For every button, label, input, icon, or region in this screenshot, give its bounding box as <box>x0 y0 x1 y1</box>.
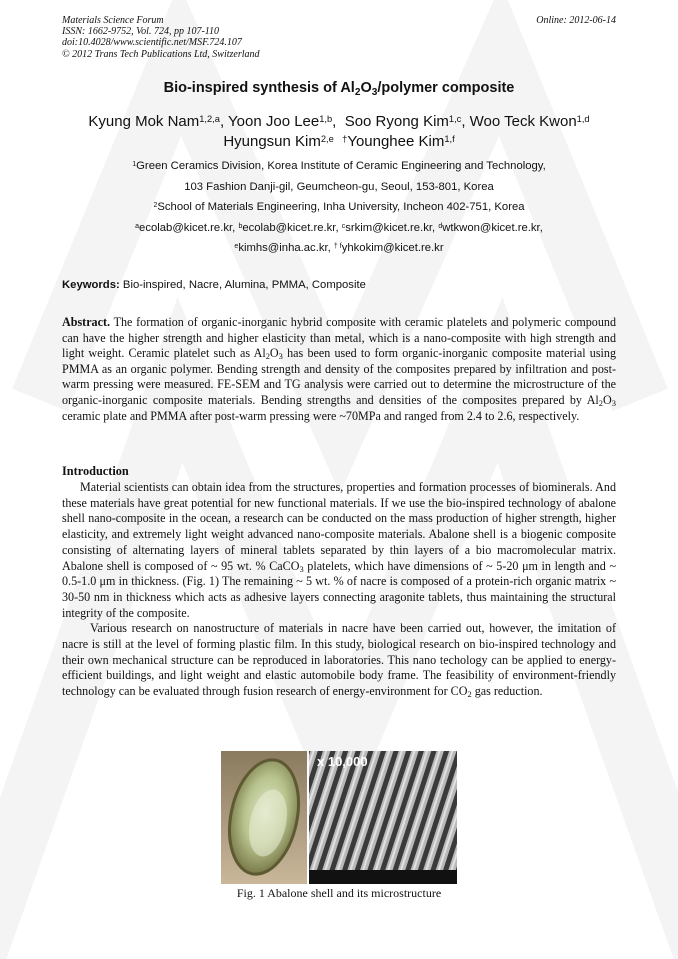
title-sub-2: 3 <box>371 86 378 98</box>
email-address[interactable]: kimhs@inha.ac.kr <box>238 242 328 254</box>
author-sup: 1,d <box>576 114 590 125</box>
author-sup: 1,c <box>448 114 462 125</box>
author-sep: , <box>461 113 470 130</box>
abstract-sub: 2 <box>598 398 604 409</box>
email-address[interactable]: ecolab@kicet.re.kr <box>242 221 336 234</box>
affiliation-sup: 2 <box>153 202 158 210</box>
title-text-3: /polymer composite <box>377 80 515 96</box>
author-name: Younghee Kim <box>347 133 445 150</box>
email-address[interactable]: wtkwon@kicet.re.kr <box>442 221 540 234</box>
intro-paragraph-1 <box>62 480 616 621</box>
title-sub-1: 2 <box>354 86 361 98</box>
intro-text: Material scientists can obtain idea from the structures, properties and formation processes of biominerals. And these materials have great potential for new functional materials. If we use the bio-inspired technology of abalone shell nano-composite in the ocean, a research can be conducted on the mass production of higher strength, higher elasticity, and extremely light weight advanced nano-composite materials. Abalone shell is a biogenic composite consisting of alternating layers of mineral tablets separated by thin layers of a bio macromolecular matrix. Abalone shell is composed of ~ 95 wt. % CaCO <box>62 480 616 573</box>
author-name: Soo Ryong Kim <box>344 113 449 130</box>
affiliation-text: School of Materials Engineering, Inha University, Incheon 402-751, Korea <box>157 201 525 213</box>
author-sup: 1,b <box>319 114 333 125</box>
author-list <box>58 112 620 152</box>
sem-micrograph <box>309 751 457 884</box>
email-sup: e <box>234 243 239 251</box>
author-sep: , <box>332 113 345 130</box>
journal-header <box>62 15 616 60</box>
keywords-text: Bio-inspired, Nacre, Alumina, PMMA, Composite <box>119 279 366 291</box>
sem-magnification-label: x 10,000 <box>317 754 368 769</box>
author-name: Woo Teck Kwon <box>469 113 577 130</box>
abstract-text-1: The formation of organic-inorganic hybrid composite with ceramic platelets and polymeric compound can have the higher strength and higher elasticity than metal, which is a nano-composite with high strength and light weight. Ceramic platelet such as Al <box>62 315 616 361</box>
author-sup: 2,e <box>320 134 334 145</box>
email-sup: d <box>438 222 443 230</box>
abstract-text-o: O <box>269 346 279 361</box>
author-sep: , <box>219 113 229 130</box>
intro-text: gas reduction. <box>471 684 543 699</box>
intro-text: Various research on nanostructure of materials in nacre have been carried out, however, the imitation of nacre is still at the level of forming plastic film. In this study, biological research on bio-inspired technology and their own mechanical structure can be reproduced in laboratories. This nano techology can be applied to energy-efficient buildings, and light weight and elastic automobile body frame. The feasibility of environment-friendly technology can be evaluated through fusion research of energy-environment for CO <box>62 621 616 699</box>
email-sup: † f <box>333 243 342 251</box>
figure-caption: Fig. 1 Abalone shell and its microstructure <box>236 886 442 900</box>
online-date: Online: 2012-06-14 <box>536 15 616 26</box>
affiliation-sup: 1 <box>132 161 137 169</box>
abstract-sub: 3 <box>611 398 616 409</box>
email-sup: b <box>238 222 243 230</box>
copyright-line: © 2012 Trans Tech Publications Ltd, Switzerland <box>62 48 260 60</box>
affiliation-2 <box>62 197 616 218</box>
author-sup: 1,2,a <box>199 114 220 125</box>
abstract-sub: 3 <box>278 351 283 362</box>
author-sep <box>334 133 342 150</box>
intro-sub: 2 <box>467 689 472 700</box>
affiliations <box>62 156 616 259</box>
figure-1 <box>221 751 457 884</box>
email-address[interactable]: srkim@kicet.re.kr <box>345 221 433 234</box>
abstract <box>62 315 616 424</box>
abstract-text-o: O <box>603 392 612 407</box>
affiliation-1-line-1 <box>62 156 616 177</box>
introduction-body <box>62 480 616 700</box>
author-name: Yoon Joo Lee <box>228 113 320 130</box>
abstract-sub: 2 <box>265 351 270 362</box>
email-address[interactable]: yhkokim@kicet.re.kr <box>341 242 444 254</box>
introduction-heading: Introduction <box>62 464 129 478</box>
issn-line: ISSN: 1662-9752, Vol. 724, pp 107-110 <box>62 26 220 38</box>
affiliation-text: Green Ceramics Division, Korea Institute of Ceramic Engineering and Technology, <box>136 160 546 172</box>
keywords <box>62 279 616 291</box>
intro-sub: 3 <box>299 563 304 574</box>
email-sup: a <box>135 222 140 230</box>
abalone-shell-photo <box>221 751 308 884</box>
intro-text: platelets, which have dimensions of ~ 5-20 μm in length and ~ 0.5-1.0 μm in thickness. (Fig. 1) The remaining ~ 5 wt. % of nacre is composed of a protein-rich organic matrix ~ 30-50 nm in thickness which acts as adhesive layers connecting aragonite tablets, thus maintaining the structural integrity of the composite. <box>62 558 616 620</box>
email-sup: c <box>341 222 346 230</box>
author-name: Hyungsun Kim <box>223 133 321 150</box>
author-name: Kyung Mok Nam <box>88 113 200 130</box>
title-text-1: Bio-inspired synthesis of Al <box>163 80 355 96</box>
affiliation-1-line-2: 103 Fashion Danji-gil, Geumcheon-gu, Seoul, 153-801, Korea <box>184 180 494 193</box>
title-text-2: O <box>360 80 372 96</box>
intro-paragraph-2 <box>62 621 616 700</box>
abstract-label: Abstract. <box>62 315 111 329</box>
email-address[interactable]: ecolab@kicet.re.kr <box>139 221 233 234</box>
author-line-1 <box>58 112 620 132</box>
email-line-2: $^e$kimhs@inha.ac.kr, $^{\dagger f}$yhkokim@kicet.re.kr <box>234 242 444 254</box>
author-sup: 1,f <box>444 134 455 145</box>
keywords-label: Keywords: <box>62 279 120 291</box>
corresponding-mark: † <box>342 134 348 145</box>
abstract-text-2: has been used to form organic-inorganic composite material using PMMA as an organic polymer. Bending strength and density of the composites prepared by infiltration and post-warm pressing were measured. FE-SEM and TG analysis were carried out to determine the microstructure of the organic-inorganic composite materials. Bending strengths and densities of the composites prepared by Al <box>62 346 616 407</box>
doi-line: doi:10.4028/www.scientific.net/MSF.724.107 <box>62 37 242 49</box>
author-line-2 <box>58 132 620 152</box>
paper-title <box>62 80 616 96</box>
journal-name: Materials Science Forum <box>62 15 164 26</box>
abstract-text-3: ceramic plate and PMMA after post-warm pressing were ~70MPa and ranged from 2.4 to 2.6, respectively. <box>62 408 580 423</box>
email-line-1: $^a$ecolab@kicet.re.kr, $^b$ecolab@kicet.re.kr, $^c$srkim@kicet.re.kr, $^d$wtkwon@kicet.re.kr, <box>135 221 543 234</box>
